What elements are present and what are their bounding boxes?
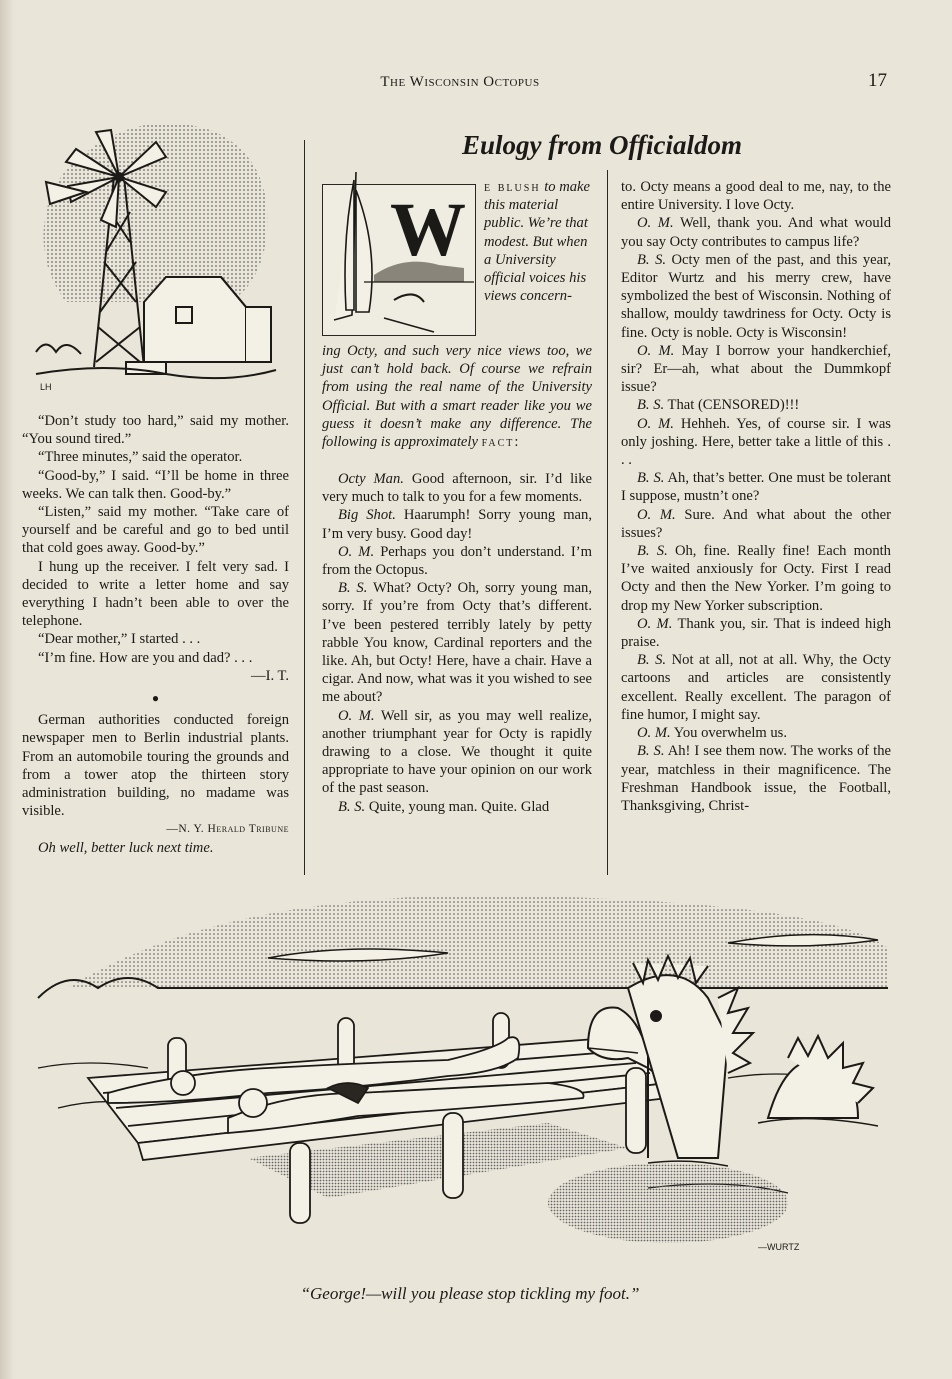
page-edge xyxy=(0,0,14,1379)
dialogue-line: O. M. Well, thank you. And what would you say Octy contributes to campus life? xyxy=(621,215,891,250)
dialogue-line: B. S. That (CENSORED)!!! xyxy=(637,397,800,414)
dialogue-line: B. S. Oh, fine. Really fine! Each month I’ve waited anxiously for Octy. First I read Octy and then the New Yorker. I’m going to drop my New Yorker subscription. xyxy=(621,543,891,614)
article-intro-continued xyxy=(322,342,592,451)
dialogue-line: to. Octy means a good deal to me, nay, to the entire University. I love Octy. xyxy=(621,179,891,214)
dialogue-line: O. M. Well sir, as you may well realize, another triumphant year for Octy is rapidly drawing to a close. We thought it quite appropriate to have your opinion on our work of the past season. xyxy=(322,707,592,797)
story-paragraph: “Listen,” said my mother. “Take care of yourself and be careful and go to bed until that cold goes away. Good-by.” xyxy=(22,504,289,557)
column-middle xyxy=(322,470,592,816)
intro-text: ing Octy, and such very nice views too, we just can’t hold back. Of course we refrain from using the real name of the University Official. But with a smart reader like you we guess it doesn’t make any difference. The following is approximately xyxy=(322,343,592,451)
illustrator-initials: LH xyxy=(40,382,52,392)
story-paragraph: “Three minutes,” said the operator. xyxy=(38,449,243,466)
page-number: 17 xyxy=(868,70,887,91)
story-signature: —I. T. xyxy=(251,667,289,684)
story-paragraph: “Good-by,” I said. “I’ll be home in three weeks. We can talk then. Good-by.” xyxy=(22,467,289,502)
intro-fact: fact: xyxy=(481,434,521,451)
dialogue-line: O. M. Thank you, sir. That is indeed high praise. xyxy=(621,615,891,651)
article-intro-wrap xyxy=(484,178,592,305)
cartoonist-signature: —WURTZ xyxy=(758,1242,800,1252)
drop-cap-letter: W xyxy=(390,188,466,272)
dialogue-line: B. S. Not at all, not at all. Why, the Octy cartoons and articles are consistently excellent. Really excellent. The paragon of fine humor, I might say. xyxy=(621,652,891,723)
magazine-title: The Wisconsin Octopus xyxy=(380,74,540,90)
sea-serpent-cartoon xyxy=(28,888,923,1273)
intro-lead-in: e blush xyxy=(484,179,541,195)
column-divider xyxy=(607,170,608,875)
column-left xyxy=(22,412,289,857)
dialogue-line: B. S. Quite, young man. Quite. Glad xyxy=(338,798,550,815)
cartoon-caption: “George!—will you please stop tickling my foot.” xyxy=(300,1284,640,1303)
section-bullet: ● xyxy=(151,691,160,706)
dialogue-line: B. S. Octy men of the past, and this year, Editor Wurtz and his merry crew, have symbolized the best of Wisconsin. Nothing of shallow, mouldy tawdriness for Octy. Octy is fine. Octy is noble. Octy is Wisconsin! xyxy=(621,251,891,341)
dialogue-line: O. M. May I borrow your handkerchief, sir? Er—ah, what about the Dummkopf issue? xyxy=(621,342,891,396)
dialogue-line: Big Shot. Haarumph! Sorry young man, I’m very busy. Good day! xyxy=(322,507,592,542)
story-paragraph: “Dear mother,” I started . . . xyxy=(38,631,201,648)
column-divider xyxy=(304,140,305,875)
dialogue-line: Octy Man. Good afternoon, sir. I’d like very much to talk to you for a few moments. xyxy=(322,471,592,506)
column-right xyxy=(621,178,891,815)
intro-text: to make this material public. We’re that modest. But when a University official voices his views concern- xyxy=(484,179,590,305)
dialogue-line: B. S. Ah, that’s better. One must be tolerant I suppose, mustn’t one? xyxy=(621,470,891,505)
story-paragraph: “Don’t study too hard,” said my mother. “You sound tired.” xyxy=(22,413,289,448)
dialogue-line: B. S. Ah! I see them now. The works of the year, matchless in their magnificence. The Freshman Handbook issue, the Football, Thanksgiving, Christ- xyxy=(621,743,891,814)
story-paragraph: “I’m fine. How are you and dad? . . . xyxy=(38,649,253,666)
windmill-illustration xyxy=(26,112,296,402)
dialogue-line: O. M. Hehheh. Yes, of course sir. I was only joshing. Here, better take a little of this . . . xyxy=(621,415,891,469)
news-item: German authorities conducted foreign newspaper men to Berlin industrial plants. From an automobile touring the grounds and from a tower atop the thirteen story administration building, no madame was visible. xyxy=(22,712,289,820)
dialogue-line: O. M. You overwhelm us. xyxy=(637,725,788,742)
news-punchline: Oh well, better luck next time. xyxy=(38,839,214,856)
dialogue-line: O. M. Sure. And what about the other issues? xyxy=(621,506,891,541)
story-paragraph: I hung up the receiver. I felt very sad. I decided to write a letter home and say everything I hadn’t been able to over the telephone. xyxy=(22,558,289,630)
dialogue-line: O. M. Perhaps you don’t understand. I’m from the Octopus. xyxy=(322,543,592,579)
news-source: —N. Y. Herald Tribune xyxy=(166,823,289,836)
dialogue-line: B. S. What? Octy? Oh, sorry young man, sorry. If you’re from Octy that’s different. I’ve been pestered terribly lately by petty rabble You know, Cardinal reporters and the like. Ah, but Octy! Here, have a chair. Have a cigar. And now, what was it you wished to see me about? xyxy=(322,580,592,706)
article-title: Eulogy from Officialdom xyxy=(462,130,742,160)
